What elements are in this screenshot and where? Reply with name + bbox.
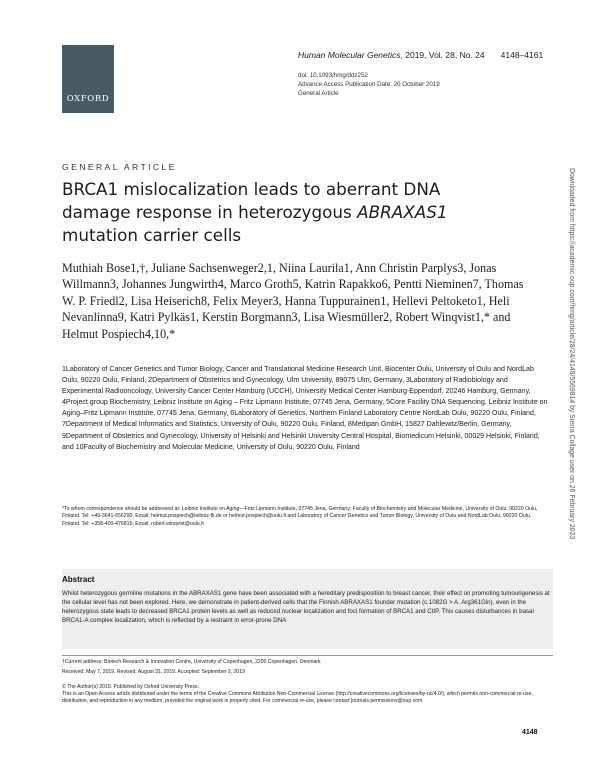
journal-volume: , 2019, Vol. 28, No. 24 (400, 50, 485, 60)
title-part-2: mutation carrier cells (62, 225, 242, 245)
license-link[interactable]: http://creativecommons.org/licenses/by-nc/4.0/ (337, 691, 443, 697)
license-text (62, 691, 553, 705)
page-number: 4148 (522, 729, 538, 736)
journal-pages: 4148–4161 (500, 50, 544, 60)
article-type: General Article (298, 90, 339, 97)
copyright-notice (62, 684, 553, 705)
oxford-logo (62, 45, 114, 113)
author-list: Muthiah Bose1,†, Juliane Sachsenweger2,1, Niina Laurila1, Ann Christin Parplys3, Jonas Willmann3, Johannes Jungwirth4, Marco Groth5, Katrin Rapakko6, Pentti Nieminen7, Thomas W. P. Friedl2, Lisa Heiserich8, Felix Meyer3, Hanna Tuppurainen1, Hellevi Peltoketo1, Heli Nevanlinna9, Katri Pylkäs1, Kerstin Borgmann3, Lisa Wiesmüller2, Robert Winqvist1,* and Helmut Pospiech4,10,* (62, 261, 524, 341)
journal-name: Human Molecular Genetics (298, 50, 401, 60)
title-gene: ABRAXAS1 (357, 202, 448, 222)
footnote-divider (62, 655, 553, 656)
download-note: Downloaded from https://academic.oup.com/hmg/article/28/24/4148/5569814 by Sierra Collage user on 26 February 2023 (568, 168, 575, 540)
abstract-text: Whilst heterozygous germline mutations in the ABRAXAS1 gene have been associated with a hereditary predisposition to breast cancer, their effect on promoting tumourigenesis at the cellular level has not been explored. Here, we demonstrate in patient-derived cells that the Finnish ABRAXAS1 founder mutation (c.1082G > A, Arg361Gln), even in the heterozygous state leads to decreased BRCA1 protein levels as well as reduced nuclear localization and foci formation of BRCA1 and CtIP. This causes disturbances in basal BRCA1-A complex localization, which is reflected by a restraint in error-prone DNA (62, 590, 550, 625)
license-text-end: ), which permits non-commercial re-use, distribution, and reproduction in any medium, provided the original work is properly cited. For commercial re-use, please contact journals.permissions@oup.com (62, 691, 533, 704)
section-label: GENERAL ARTICLE (62, 162, 177, 172)
affiliations: 1Laboratory of Cancer Genetics and Tumor Biology, Cancer and Translational Medicine Research Unit, Biocenter Oulu, University of Oulu and NordLab Oulu, 90220 Oulu, Finland, 2Department of Obstetrics and Gynecology, Ulm University, 89075 Ulm, Germany, 3Laboratory of Radiobiology and Experimental Radiooncology, University Cancer Center Hamburg (UCCH), University Medical Center Hamburg-Eppendorf, 20246 Hamburg, Germany, 4Project group Biochemistry, Leibniz Institute on Aging – Fritz Lipmann Institute, 07745 Jena, Germany, 5Core Facility DNA Sequencing, Leibniz Institute on Aging–Fritz Lipmann Institute, 07745 Jena, Germany, 6Laboratory of Genetics, Northern Finland Laboratory Centre NordLab Oulu, 90220 Oulu, Finland, 7Department of Medical Informatics and Statistics, University of Oulu, 90220 Oulu, Finland, 8Medipan GmbH, 15827 Dahlewitz/Berlin, Germany, 9Department of Obstetrics and Gynecology, University of Helsinki and Helsinki University Central Hospital, Biomedicum Helsinki, 00029 Helsinki, Finland, and 10Faculty of Biochemistry and Molecular Medicine, University of Oulu, 90220 Oulu, Finland (62, 366, 548, 451)
license-text-start: This is an Open Access article distributed under the terms of the Creative Commons Attribution Non-Commercial License ( (62, 691, 338, 697)
abstract-heading: Abstract (62, 575, 95, 584)
publisher-logo-text: OXFORD (66, 94, 110, 104)
advance-access-date: Advance Access Publication Date: 20 October 2019 (298, 81, 440, 88)
doi[interactable]: doi: 10.1093/hmg/ddz252 (298, 72, 368, 79)
correspondence: *To whom correspondence should be addressed at: Leibniz Institute on Aging—Fritz Lipmann Institute, 07745 Jena, Germany; Faculty of Biochemistry and Molecular Medicine, University of Oulu, 90220 Oulu, Finland. Tel: +49-3641-656290; Email: helmut.pospiech@leibniz-fli.de or helmut.pospiech@oulu.fi and Laboratory of Cancer Genetics and Tumor Biology, University of Oulu and NordLab Oulu, 90220 Oulu, Finland. Tel: +358-400-476815; Email: robert.winqvist@oulu.fi (62, 506, 538, 527)
article-title (62, 178, 502, 247)
current-address-footnote: †Current address: Biotech Research & Innovation Centre, University of Copenhagen, 2200 Copenhagen, Denmark (62, 659, 321, 665)
journal-citation (298, 50, 543, 60)
copyright-line: © The Author(s) 2019. Published by Oxford University Press. (62, 684, 200, 690)
received-dates: Received: May 7, 2019. Revised: August 31, 2019. Accepted: September 2, 2019 (62, 669, 245, 675)
title-part-1: BRCA1 mislocalization leads to aberrant DNA damage response in heterozygous (62, 179, 441, 222)
